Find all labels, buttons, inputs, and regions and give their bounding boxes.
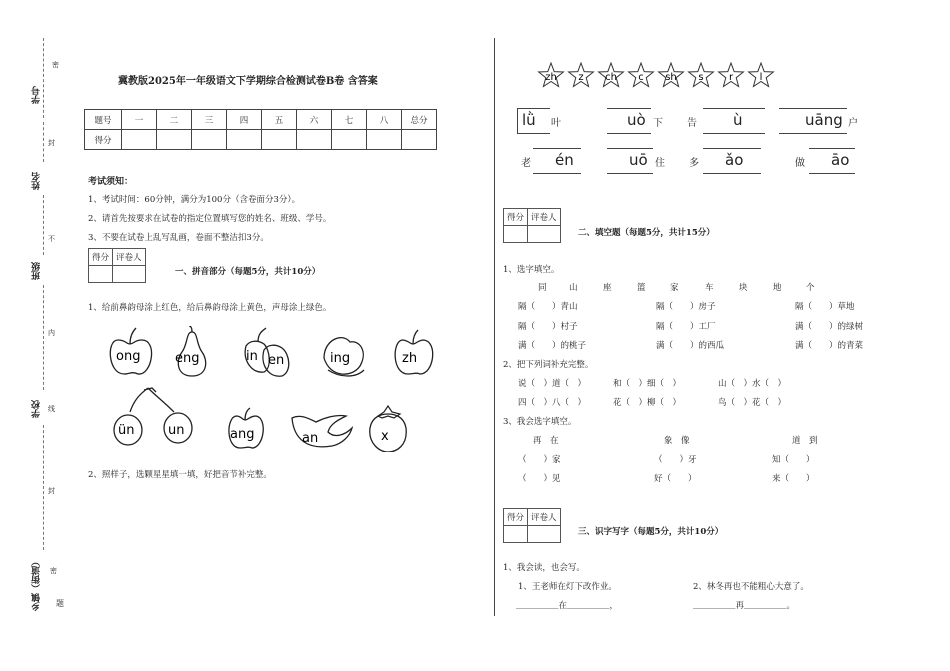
select-item[interactable]: 知（ ）: [772, 455, 815, 465]
grader-score-label: 得分: [504, 209, 528, 226]
binding-char: 封: [48, 487, 55, 495]
score-input[interactable]: [262, 130, 297, 150]
score-input[interactable]: [227, 130, 262, 150]
grader-score-input[interactable]: [89, 266, 113, 283]
tomato-icon[interactable]: [370, 406, 406, 452]
pinyin-char: 告: [687, 118, 697, 129]
fill-item[interactable]: 隔（ ）草地: [795, 302, 855, 312]
page-divider: [494, 38, 495, 616]
choice-char: 座: [603, 283, 612, 293]
notice-item: 2、请首先按要求在试卷的指定位置填写您的姓名、班级、学号。: [88, 214, 332, 224]
binding-line: [43, 122, 45, 162]
apple-icon[interactable]: [395, 330, 433, 374]
score-input[interactable]: [157, 130, 192, 150]
score-input[interactable]: [192, 130, 227, 150]
section1-q2: 2、照样子，选颗星星填一填，好把音节补完整。: [88, 470, 272, 480]
grader-score-input[interactable]: [504, 526, 528, 543]
score-cell: 二: [157, 110, 192, 130]
writing-blank[interactable]: ＿＿＿＿＿在＿＿＿＿＿，: [516, 601, 619, 611]
choice-row: [538, 281, 838, 293]
fruit-row-2: [108, 386, 428, 452]
grader-score-label: 得分: [504, 509, 528, 526]
binding-line: [43, 195, 45, 255]
choice-char: 地: [773, 283, 782, 293]
fill-item[interactable]: 满（ ）的西瓜: [656, 341, 725, 351]
binding-char: 不: [48, 235, 55, 243]
apple-icon[interactable]: [110, 328, 151, 374]
label-school: 学校: [32, 400, 42, 418]
score-cell: 三: [192, 110, 227, 130]
sentence-item: 2、林冬再也不能粗心大意了。: [693, 582, 809, 592]
pinyin-char: 叶: [551, 118, 561, 129]
grader-label: 评卷人: [528, 509, 561, 526]
complete-item[interactable]: 花（ ）柳（ ）: [613, 398, 682, 408]
score-input[interactable]: [332, 130, 367, 150]
fill-item[interactable]: 满（ ）的桃子: [518, 341, 587, 351]
grader-label: 评卷人: [528, 209, 561, 226]
choice-char: 同: [538, 283, 547, 293]
complete-item[interactable]: 鸟（ ）花（ ）: [718, 398, 787, 408]
grader-box: [503, 508, 561, 543]
pinyin-text: én: [555, 151, 574, 169]
score-cell: 六: [297, 110, 332, 130]
binding-char: 内: [48, 329, 55, 337]
pinyin-char: 户: [848, 118, 858, 129]
choice-char: 个: [806, 283, 815, 293]
notice-item: 3、不要在试卷上乱写乱画，卷面不整洁扣3分。: [88, 233, 269, 243]
pinyin-box[interactable]: [533, 148, 581, 174]
star-label: r: [728, 72, 734, 83]
pinyin-text: ǎo: [725, 151, 744, 169]
fruit-label: zh: [402, 351, 418, 366]
section1-title: 一、拼音部分（每题5分，共计10分）: [175, 267, 321, 277]
pinyin-box[interactable]: [703, 148, 761, 174]
pinyin-box[interactable]: [703, 108, 765, 134]
select-item[interactable]: （ ）家: [518, 455, 561, 465]
score-table: [84, 109, 437, 150]
select-header: 象 像: [664, 436, 690, 446]
fruit-label: ong: [116, 349, 141, 364]
section1-q1: 1、给前鼻韵母涂上红色，给后鼻韵母涂上黄色，声母涂上绿色。: [88, 303, 332, 313]
fruit-label: an: [302, 431, 319, 446]
fill-item[interactable]: 隔（ ）房子: [656, 302, 716, 312]
binding-char: 线: [48, 405, 55, 413]
fruit-label: ang: [230, 427, 255, 442]
fill-item[interactable]: 隔（ ）青山: [518, 302, 578, 312]
grader-input[interactable]: [528, 526, 561, 543]
pinyin-text: āo: [831, 151, 850, 169]
grader-input[interactable]: [113, 266, 146, 283]
score-cell: 一: [122, 110, 157, 130]
complete-item[interactable]: 四（ ）八（ ）: [518, 398, 587, 408]
pinyin-text: uò: [627, 111, 646, 129]
binding-char: 题: [56, 599, 64, 608]
pinyin-row-2: [517, 144, 867, 180]
complete-item[interactable]: 和（ ）细（ ）: [613, 379, 682, 389]
score-input[interactable]: [367, 130, 402, 150]
choice-char: 篮: [637, 283, 646, 293]
pinyin-text: lǜ: [522, 111, 536, 129]
fruit-row-1: [106, 326, 446, 382]
score-header-row: [85, 110, 437, 130]
cherry-icon[interactable]: [114, 388, 192, 445]
star-label: zh: [545, 72, 557, 83]
star-label: ch: [605, 72, 617, 83]
complete-item[interactable]: 说（ ）道（ ）: [518, 379, 587, 389]
choice-char: 车: [705, 283, 714, 293]
fruit-label: en: [268, 353, 285, 368]
score-cell: 总分: [402, 110, 437, 130]
section2-title: 二、填空题（每题5分，共计15分）: [578, 228, 715, 238]
select-item[interactable]: （ ）见: [518, 474, 561, 484]
grader-box: [88, 248, 146, 283]
notice-title: 考试须知：: [88, 177, 134, 187]
label-name: 姓名: [32, 172, 42, 190]
grader-box: [503, 208, 561, 243]
pinyin-box[interactable]: [607, 108, 651, 134]
pinyin-text: uō: [629, 151, 648, 169]
grader-score-input[interactable]: [504, 226, 528, 243]
fruit-label: x: [381, 429, 389, 444]
binding-line: [43, 425, 45, 550]
fruit-label: eng: [175, 351, 200, 366]
star-label: s: [698, 72, 704, 83]
page-title: 冀教版2025年一年级语文下学期综合检测试卷B卷 含答案: [118, 76, 378, 87]
pinyin-box[interactable]: [779, 108, 847, 134]
pinyin-char: 老: [521, 158, 531, 169]
binding-line: [43, 285, 45, 390]
score-cell: 七: [332, 110, 367, 130]
score-input[interactable]: [402, 130, 437, 150]
pinyin-text: ù: [733, 111, 743, 129]
pinyin-char: 下: [653, 118, 663, 129]
select-item[interactable]: 来（ ）: [772, 474, 815, 484]
pear-icon[interactable]: [175, 326, 206, 376]
score-cell: 四: [227, 110, 262, 130]
binding-char: 封: [48, 139, 55, 147]
score-cell: 八: [367, 110, 402, 130]
score-cell: 题号: [85, 110, 122, 130]
fill-item[interactable]: 满（ ）的绿树: [795, 322, 864, 332]
fruit-label: ün: [118, 423, 135, 438]
pinyin-box[interactable]: [809, 148, 855, 174]
pinyin-char: 多: [689, 158, 699, 169]
section2-q3: 3、我会选字填空。: [503, 417, 577, 427]
score-cell: 五: [262, 110, 297, 130]
section3-title: 三、识字写字（每题5分，共计10分）: [578, 527, 724, 537]
select-item[interactable]: 好（ ）: [654, 474, 697, 484]
fruit-label: ing: [330, 351, 351, 366]
score-input[interactable]: [122, 130, 157, 150]
fill-item[interactable]: 满（ ）的青菜: [795, 341, 864, 351]
star-row: [535, 62, 785, 92]
pinyin-row-1: [517, 102, 867, 138]
grader-input[interactable]: [528, 226, 561, 243]
score-value-row: [85, 130, 437, 150]
choice-char: 块: [739, 283, 748, 293]
complete-item[interactable]: 山（ ）水（ ）: [718, 379, 787, 389]
fill-item[interactable]: 隔（ ）工厂: [656, 322, 716, 332]
grader-score-label: 得分: [89, 249, 113, 266]
section3-q1: 1、我会读，也会写。: [503, 563, 585, 573]
choice-char: 山: [569, 283, 578, 293]
notice-item: 1、考试时间：60分钟，满分为100分（含卷面分3分）。: [88, 195, 301, 205]
choice-char: 家: [670, 283, 679, 293]
peach-pair-icon[interactable]: [245, 328, 289, 376]
pinyin-box[interactable]: [517, 108, 550, 134]
select-header: 道 到: [792, 436, 818, 446]
pinyin-char: 做: [795, 158, 805, 169]
pinyin-char: 住: [655, 158, 665, 169]
peach-icon[interactable]: [324, 338, 364, 376]
select-item[interactable]: （ ）牙: [654, 455, 697, 465]
score-input[interactable]: [297, 130, 332, 150]
fill-item[interactable]: 隔（ ）村子: [518, 322, 578, 332]
star-label: l: [759, 72, 763, 83]
grader-label: 评卷人: [113, 249, 146, 266]
fruit-label: in: [246, 349, 258, 364]
star-label: sh: [665, 72, 677, 83]
binding-line: [43, 38, 45, 118]
label-class: 班级: [32, 262, 42, 280]
section2-q2: 2、把下列词补充完整。: [503, 360, 594, 370]
binding-char: 密: [50, 567, 57, 575]
select-header: 再 在: [533, 436, 559, 446]
sentence-item: 1、王老师在灯下改作业。: [518, 582, 617, 592]
pinyin-text: uāng: [805, 111, 843, 129]
star-label: z: [578, 72, 584, 83]
binding-char: 密: [52, 61, 59, 69]
writing-blank[interactable]: ＿＿＿＿＿再＿＿＿＿＿。: [693, 601, 796, 611]
star-label: c: [638, 72, 644, 83]
apple-icon[interactable]: [229, 408, 263, 448]
fruit-label: un: [168, 423, 185, 438]
label-township: 乡镇（街道）: [32, 557, 42, 611]
banana-icon[interactable]: [292, 415, 352, 446]
pinyin-box[interactable]: [607, 148, 653, 174]
score-cell: 得分: [85, 130, 122, 150]
label-student-id: 学号: [32, 86, 42, 104]
section2-q1: 1、选字填空。: [503, 265, 560, 275]
